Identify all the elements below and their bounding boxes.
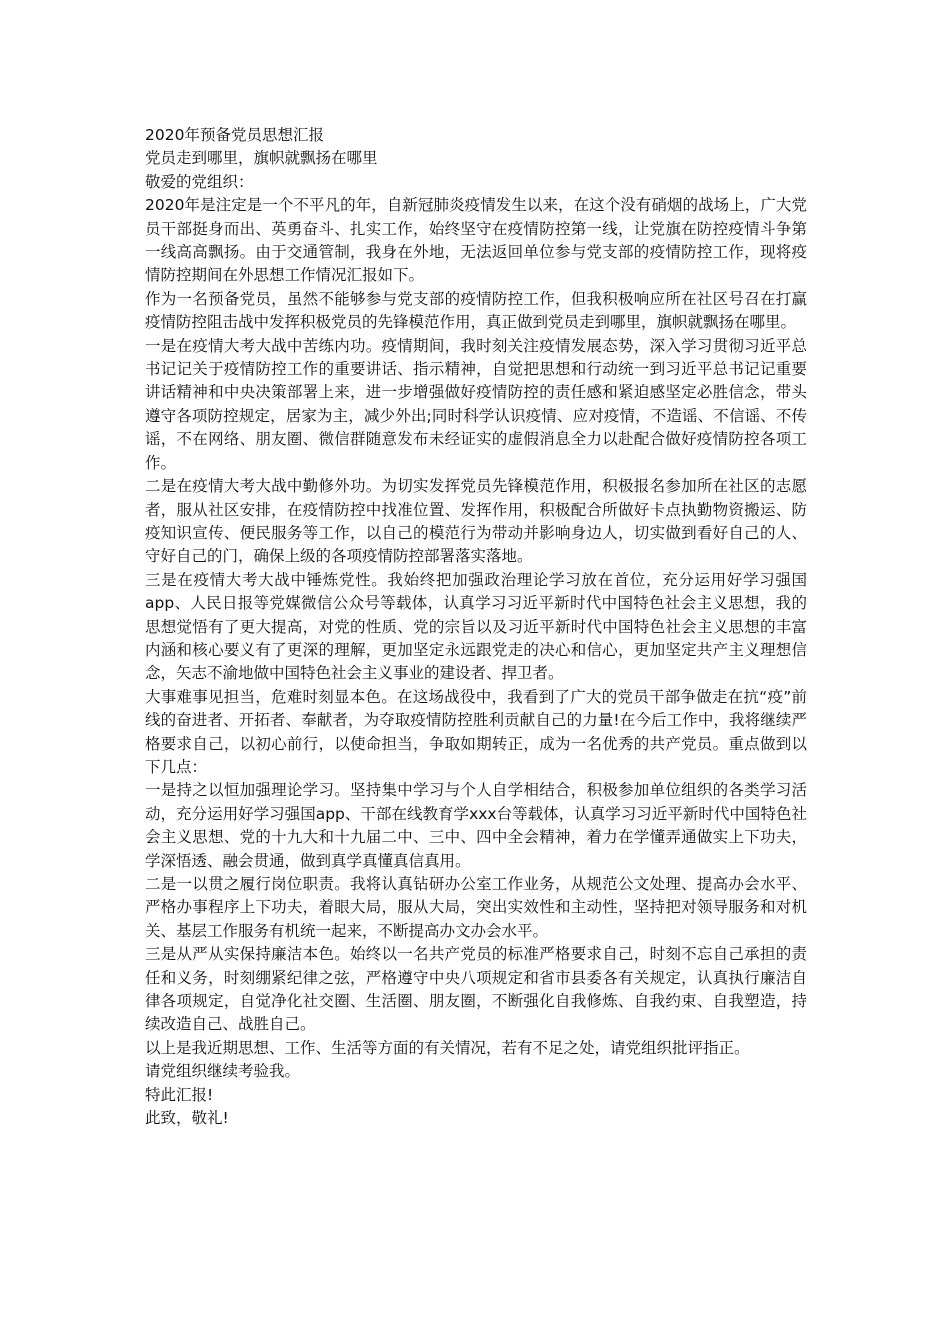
paragraph-plan-1: 一是持之以恒加强理论学习。坚持集中学习与个人自学相结合，积极参加单位组织的各类学习活动，充分运用好学习强国app、干部在线教育学xxx台等载体，认真学习习近平新时代中国特色社会主义思想、党的十九大和十九届二中、三中、四中全会精神，着力在学懂弄通做实上下功夫，学深悟透、融会贯通，做到真学真懂真信真用。 (145, 781, 807, 870)
paragraph-intro: 2020年是注定是一个不平凡的年，自新冠肺炎疫情发生以来，在这个没有硝烟的战场上，广大党员干部挺身而出、英勇奋斗、扎实工作，始终坚守在疫情防控第一线，让党旗在防控疫情斗争第一线高高飘扬。由于交通管制，我身在外地，无法返回单位参与党支部的疫情防控工作，现将疫情防控期间在外思想工作情况汇报如下。 (145, 196, 807, 285)
paragraph-point-1: 一是在疫情大考大战中苦练内功。疫情期间，我时刻关注疫情发展态势，深入学习贯彻习近平总书记记关于疫情防控工作的重要讲话、指示精神，自觉把思想和行动统一到习近平总书记记重要讲话精神和中央决策部署上来，进一步增强做好疫情防控的责任感和紧迫感坚定必胜信念，带头遵守各项防控规定，居家为主，减少外出;同时科学认识疫情、应对疫情，不造谣、不信谣、不传谣，不在网络、朋友圈、微信群随意发布未经证实的虚假消息全力以赴配合做好疫情防控各项工作。 (145, 336, 807, 472)
paragraph-plan-2: 二是一以贯之履行岗位职责。我将认真钻研办公室工作业务，从规范公文处理、提高办会水平、严格办事程序上下功夫，着眼大局，服从大局，突出实效性和主动性，坚持把对领导服务和对机关、基层工作服务有机统一起来，不断提高办文办会水平。 (145, 875, 807, 940)
closing-report: 特此汇报! (145, 1085, 214, 1104)
document-title: 2020年预备党员思想汇报 (145, 126, 324, 144)
paragraph-point-3: 三是在疫情大考大战中锤炼党性。我始终把加强政治理论学习放在首位，充分运用好学习强国app、人民日报等党媒微信公众号等载体，认真学习习近平新时代中国特色社会主义思想，我的思想觉悟有了更大提高，对党的性质、党的宗旨以及习近平新时代中国特色社会主义思想的丰富内涵和核心要义有了更深的理解，更加坚定永远跟党走的决心和信心，更加坚定共产主义理想信念，矢志不渝地做中国特色社会主义事业的建设者、捍卫者。 (145, 570, 807, 683)
document-body (145, 124, 807, 1130)
paragraph-role: 作为一名预备党员，虽然不能够参与党支部的疫情防控工作，但我积极响应所在社区号召在打赢疫情防控阻击战中发挥积极党员的先锋模范作用，真正做到党员走到哪里，旗帜就飘扬在哪里。 (145, 289, 807, 332)
paragraph-commitment: 大事难事见担当，危难时刻显本色。在这场战役中，我看到了广大的党员干部争做走在抗“疫”前线的奋进者、开拓者、奉献者，为夺取疫情防控胜利贡献自己的力量!在今后工作中，我将继续严格要求自己，以初心前行，以使命担当，争取如期转正，成为一名优秀的共产党员。重点做到以下几点： (145, 687, 807, 776)
paragraph-point-2: 二是在疫情大考大战中勤修外功。为切实发挥党员先锋模范作用，积极报名参加所在社区的志愿者，服从社区安排，在疫情防控中找准位置、发挥作用，积极配合所做好卡点执勤物资搬运、防疫知识宣传、便民服务等工作，以自己的模范行为带动并影响身边人，切实做到看好自己的人、守好自己的门，确保上级的各项疫情防控部署落实落地。 (145, 477, 807, 566)
paragraph-plan-3: 三是从严从实保持廉洁本色。始终以一名共产党员的标准严格要求自己，时刻不忘自己承担的责任和义务，时刻绷紧纪律之弦，严格遵守中央八项规定和省市县委各有关规定，认真执行廉洁自律各项规定，自觉净化社交圈、生活圈、朋友圈，不断强化自我修炼、自我约束、自我塑造，持续改造自己、战胜自己。 (145, 945, 807, 1034)
paragraph-summary: 以上是我近期思想、工作、生活等方面的有关情况，若有不足之处，请党组织批评指正。 (145, 1038, 750, 1057)
salutation: 敬爱的党组织： (145, 172, 254, 191)
paragraph-request: 请党组织继续考验我。 (145, 1062, 301, 1081)
document-subtitle: 党员走到哪里，旗帜就飘扬在哪里 (145, 149, 378, 168)
closing-salute: 此致，敬礼! (145, 1109, 229, 1128)
